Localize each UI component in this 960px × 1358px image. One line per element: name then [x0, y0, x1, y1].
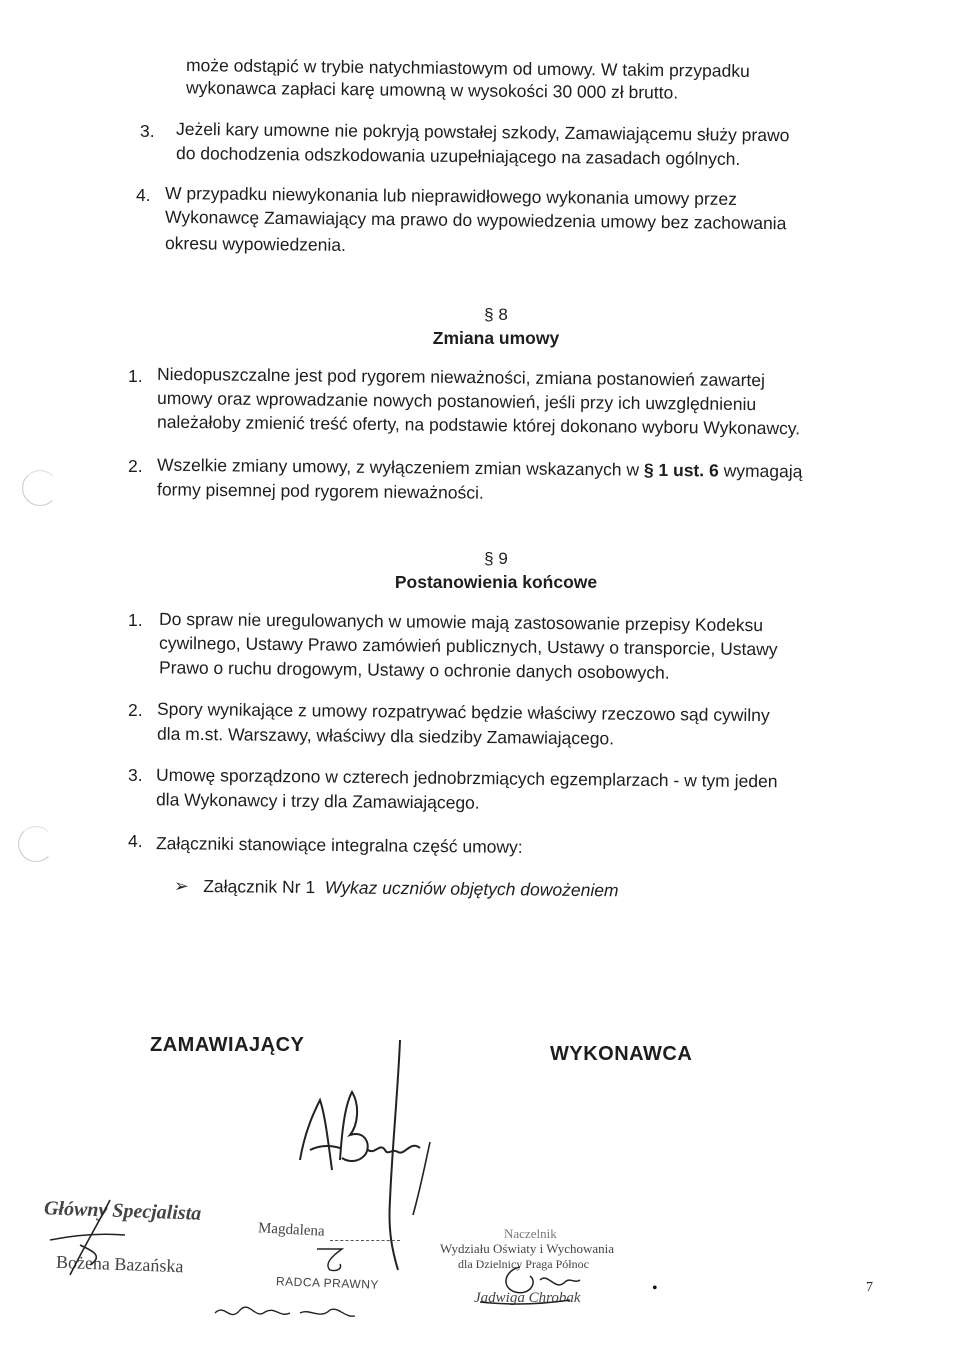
intro-line-2: wykonawca zapłaci karę umowną w wysokości 30 000 zł brutto. [185, 77, 679, 103]
signature-title-zamawiajacy: ZAMAWIAJĄCY [150, 1034, 305, 1056]
section-8-item-1-line-2: umowy oraz wprowadzanie nowych postanowień, jeśli przy ich uwzględnieniu [156, 387, 757, 415]
section-9-item-1-line-3: Prawo o ruchu drogowym, Ustawy o ochronie danych osobowych. [158, 657, 670, 683]
attachment-label: Załącznik Nr 1 [203, 875, 316, 898]
stamp-left-line-2: Bożena Bazańska [55, 1251, 184, 1277]
section-9-title: Postanowienia końcowe [394, 572, 598, 592]
attachment-title: Wykaz uczniów objętych dowożeniem [324, 877, 619, 901]
handwritten-signature-large [280, 1030, 450, 1280]
handwritten-signature-bottom [210, 1298, 360, 1328]
paragraph-3-line-1: Jeżeli kary umowne nie pokryją powstałej szkody, Zamawiającemu służy prawo [175, 118, 790, 146]
section-9-item-4-number: 4. [128, 831, 143, 851]
section-8-item-2-text-a: Wszelkie zmiany umowy, z wyłączeniem zmian wskazanych w [156, 454, 644, 480]
stamp-right-line-3: dla Dzielnicy Praga Północ [458, 1257, 589, 1271]
section-9-item-3-number: 3. [128, 765, 143, 785]
section-8-item-2-number: 2. [128, 456, 143, 476]
stamp-right-line-4: Jadwiga Chrobak [474, 1290, 581, 1306]
paragraph-3-number: 3. [140, 121, 155, 141]
section-9-item-3-line-1: Umowę sporządzono w czterech jednobrzmiących egzemplarzach - w tym jeden [155, 764, 778, 792]
stamp-left-line-1: Główny Specjalista [43, 1197, 202, 1225]
section-9-item-2-line-1: Spory wynikające z umowy rozpatrywać będzie właściwy rzeczowo sąd cywilny [156, 698, 770, 726]
stamp-middle-line-2: RADCA PRAWNY [275, 1274, 380, 1292]
section-9-item-3-line-2: dla Wykonawcy i trzy dla Zamawiającego. [155, 789, 480, 813]
page-number: 7 [866, 1280, 873, 1295]
section-9-item-1-line-1: Do spraw nie uregulowanych w umowie mają zastosowanie przepisy Kodeksu [158, 608, 764, 636]
punch-hole-bottom [18, 826, 54, 862]
section-8-title: Zmiana umowy [432, 328, 560, 348]
attachment-bullet-icon: ➢ [173, 875, 189, 896]
punch-hole-top [22, 470, 58, 506]
section-9-item-1-line-2: cywilnego, Ustawy Prawo zamówień publicznych, Ustawy o transporcie, Ustawy [158, 632, 778, 660]
paragraph-4-number: 4. [136, 185, 151, 205]
section-8-item-1-line-1: Niedopuszczalne jest pod rygorem nieważności, zmiana postanowień zawartej [156, 363, 766, 391]
section-9-item-2-line-2: dla m.st. Warszawy, właściwy dla siedziby Zamawiającego. [156, 723, 615, 749]
attachment-item [174, 876, 619, 902]
section-9-item-4-line-1: Załączniki stanowiące integralna część umowy: [155, 833, 523, 857]
stamp-middle-dotted-line [330, 1240, 400, 1241]
paragraph-4-line-2: Wykonawcę Zamawiający ma prawo do wypowiedzenia umowy bez zachowania [164, 206, 787, 234]
section-8-item-1-number: 1. [128, 366, 143, 386]
stamp-right-line-1: Naczelnik [504, 1226, 557, 1241]
stamp-right-line-2: Wydziału Oświaty i Wychowania [440, 1241, 615, 1256]
section-8-item-2-reference: § 1 ust. 6 [643, 459, 719, 481]
signature-title-wykonawca: WYKONAWCA [550, 1043, 693, 1065]
paragraph-3-line-2: do dochodzenia odszkodowania uzupełniającego na zasadach ogólnych. [175, 143, 741, 169]
handwritten-signature-middle [312, 1244, 362, 1274]
handwritten-signature-left [30, 1195, 150, 1285]
paragraph-4-line-1: W przypadku niewykonania lub nieprawidłowego wykonania umowy przez [164, 183, 738, 209]
section-8-sign: § 8 [484, 305, 508, 324]
section-9-sign: § 9 [484, 549, 508, 568]
section-9-item-2-number: 2. [128, 700, 143, 720]
stamp-middle-line-1: Magdalena [257, 1220, 326, 1240]
paragraph-4-line-3: okresu wypowiedzenia. [164, 233, 347, 255]
section-8-item-2-line-2: formy pisemnej pod rygorem nieważności. [156, 479, 484, 503]
section-8-item-1-line-3: należałoby zmienić treść oferty, na podstawie której dokonano wyboru Wykonawcy. [156, 411, 801, 439]
section-8-item-2-line-1 [157, 455, 803, 483]
handwritten-signature-right [470, 1262, 600, 1312]
section-8-item-2-text-c: wymagają [718, 460, 803, 482]
intro-line-1: może odstąpić w trybie natychmiastowym od umowy. W takim przypadku [185, 55, 750, 81]
bullet-dot: • [652, 1280, 658, 1297]
section-9-item-1-number: 1. [128, 610, 143, 630]
